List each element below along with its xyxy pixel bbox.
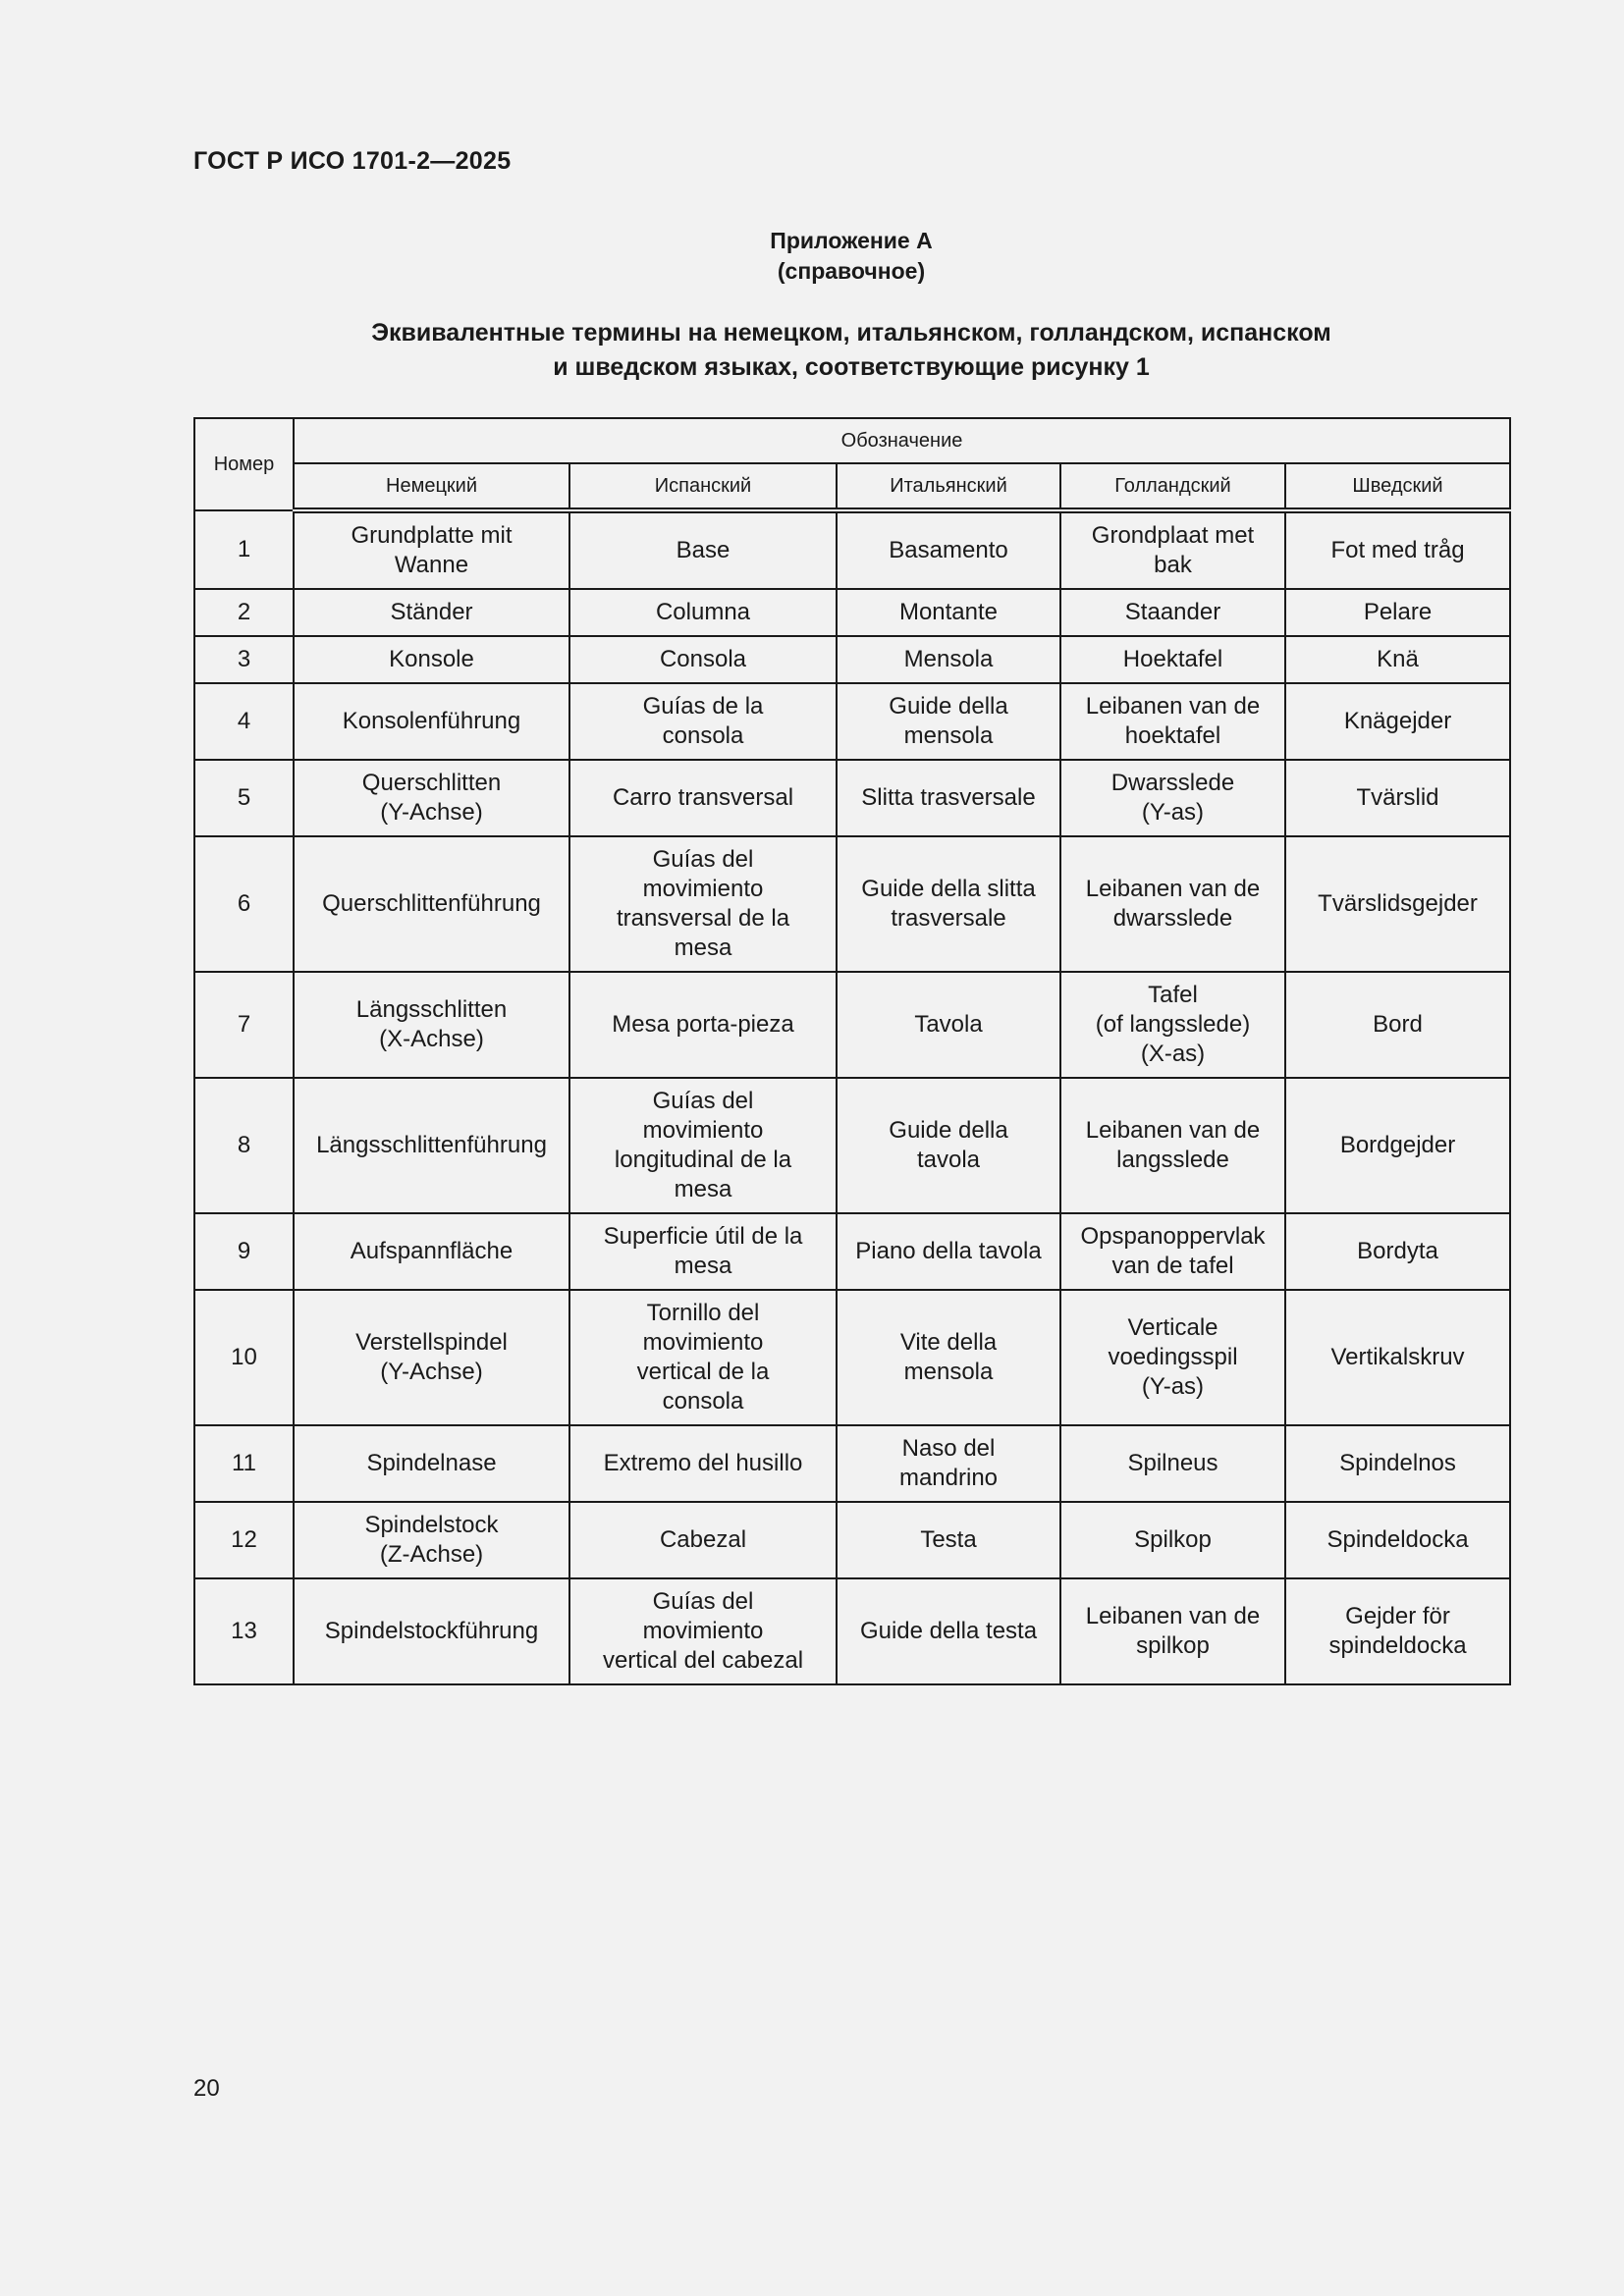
cell-dutch: Staander	[1060, 589, 1285, 636]
cell-german: Querschlitten (Y-Achse)	[294, 760, 569, 836]
cell-dutch: Tafel (of langsslede) (X-as)	[1060, 972, 1285, 1078]
cell-swedish: Knä	[1285, 636, 1510, 683]
table-row	[194, 1290, 1510, 1425]
cell-number: 8	[194, 1078, 294, 1213]
column-header-dutch: Голландский	[1060, 463, 1285, 510]
column-header-italian: Итальянский	[837, 463, 1060, 510]
cell-spanish: Superficie útil de la mesa	[569, 1213, 837, 1290]
cell-italian: Basamento	[837, 510, 1060, 589]
cell-german: Spindelstock (Z-Achse)	[294, 1502, 569, 1578]
cell-swedish: Bordyta	[1285, 1213, 1510, 1290]
cell-spanish: Carro transversal	[569, 760, 837, 836]
table-title-line-2: и шведском языках, соответствующие рисунку 1	[553, 353, 1150, 381]
cell-italian: Guide della tavola	[837, 1078, 1060, 1213]
cell-german: Konsole	[294, 636, 569, 683]
cell-swedish: Vertikalskruv	[1285, 1290, 1510, 1425]
cell-dutch: Dwarsslede (Y-as)	[1060, 760, 1285, 836]
cell-swedish: Knägejder	[1285, 683, 1510, 760]
cell-number: 1	[194, 510, 294, 589]
cell-number: 13	[194, 1578, 294, 1684]
cell-dutch: Spilkop	[1060, 1502, 1285, 1578]
cell-swedish: Tvärslid	[1285, 760, 1510, 836]
cell-swedish: Spindeldocka	[1285, 1502, 1510, 1578]
appendix-heading	[0, 226, 1624, 287]
cell-number: 7	[194, 972, 294, 1078]
cell-italian: Naso del mandrino	[837, 1425, 1060, 1502]
cell-dutch: Leibanen van de dwarsslede	[1060, 836, 1285, 972]
cell-number: 9	[194, 1213, 294, 1290]
cell-italian: Mensola	[837, 636, 1060, 683]
cell-italian: Guide della mensola	[837, 683, 1060, 760]
cell-spanish: Consola	[569, 636, 837, 683]
cell-dutch: Grondplaat met bak	[1060, 510, 1285, 589]
cell-german: Verstellspindel (Y-Achse)	[294, 1290, 569, 1425]
table-row	[194, 1425, 1510, 1502]
cell-dutch: Verticale voedingsspil (Y-as)	[1060, 1290, 1285, 1425]
terms-table	[193, 417, 1511, 1685]
table-row	[194, 1502, 1510, 1578]
cell-german: Aufspannfläche	[294, 1213, 569, 1290]
cell-number: 6	[194, 836, 294, 972]
table-row	[194, 836, 1510, 972]
table-row	[194, 972, 1510, 1078]
cell-number: 3	[194, 636, 294, 683]
cell-italian: Testa	[837, 1502, 1060, 1578]
cell-german: Längsschlittenführung	[294, 1078, 569, 1213]
document-header: ГОСТ Р ИСО 1701-2—2025	[193, 147, 512, 175]
cell-german: Querschlittenführung	[294, 836, 569, 972]
appendix-type: (справочное)	[777, 258, 926, 284]
table-title-line-1: Эквивалентные термины на немецком, итальянском, голландском, испанском	[371, 319, 1331, 347]
cell-italian: Tavola	[837, 972, 1060, 1078]
column-header-spanish: Испанский	[569, 463, 837, 510]
table-row	[194, 510, 1510, 589]
table-row	[194, 1578, 1510, 1684]
cell-spanish: Columna	[569, 589, 837, 636]
table-title	[0, 316, 1624, 385]
cell-number: 11	[194, 1425, 294, 1502]
page-number: 20	[193, 2075, 220, 2102]
cell-spanish: Guías de la consola	[569, 683, 837, 760]
cell-italian: Vite della mensola	[837, 1290, 1060, 1425]
column-header-swedish: Шведский	[1285, 463, 1510, 510]
cell-swedish: Pelare	[1285, 589, 1510, 636]
cell-swedish: Bordgejder	[1285, 1078, 1510, 1213]
cell-italian: Slitta trasversale	[837, 760, 1060, 836]
cell-dutch: Leibanen van de hoektafel	[1060, 683, 1285, 760]
cell-spanish: Extremo del husillo	[569, 1425, 837, 1502]
cell-italian: Guide della testa	[837, 1578, 1060, 1684]
cell-italian: Piano della tavola	[837, 1213, 1060, 1290]
cell-italian: Montante	[837, 589, 1060, 636]
table-row	[194, 1213, 1510, 1290]
table-row	[194, 1078, 1510, 1213]
cell-german: Spindelnase	[294, 1425, 569, 1502]
cell-dutch: Leibanen van de spilkop	[1060, 1578, 1285, 1684]
cell-number: 12	[194, 1502, 294, 1578]
cell-swedish: Gejder för spindeldocka	[1285, 1578, 1510, 1684]
cell-swedish: Bord	[1285, 972, 1510, 1078]
cell-italian: Guide della slitta trasversale	[837, 836, 1060, 972]
table-row	[194, 589, 1510, 636]
cell-german: Ständer	[294, 589, 569, 636]
cell-number: 4	[194, 683, 294, 760]
cell-dutch: Opspanoppervlak van de tafel	[1060, 1213, 1285, 1290]
cell-dutch: Hoektafel	[1060, 636, 1285, 683]
cell-spanish: Tornillo del movimiento vertical de la consola	[569, 1290, 837, 1425]
column-header-german: Немецкий	[294, 463, 569, 510]
cell-dutch: Leibanen van de langsslede	[1060, 1078, 1285, 1213]
cell-spanish: Guías del movimiento transversal de la mesa	[569, 836, 837, 972]
cell-dutch: Spilneus	[1060, 1425, 1285, 1502]
cell-spanish: Cabezal	[569, 1502, 837, 1578]
cell-german: Spindelstockführung	[294, 1578, 569, 1684]
column-header-designation: Обозначение	[294, 418, 1510, 463]
table-row	[194, 636, 1510, 683]
cell-spanish: Mesa porta-pieza	[569, 972, 837, 1078]
cell-number: 5	[194, 760, 294, 836]
cell-german: Grundplatte mit Wanne	[294, 510, 569, 589]
column-header-number: Номер	[194, 418, 294, 510]
cell-spanish: Base	[569, 510, 837, 589]
appendix-label: Приложение А	[770, 228, 933, 253]
cell-spanish: Guías del movimiento longitudinal de la mesa	[569, 1078, 837, 1213]
table-row	[194, 760, 1510, 836]
cell-swedish: Spindelnos	[1285, 1425, 1510, 1502]
cell-swedish: Fot med tråg	[1285, 510, 1510, 589]
cell-spanish: Guías del movimiento vertical del cabezal	[569, 1578, 837, 1684]
cell-number: 2	[194, 589, 294, 636]
cell-german: Konsolenführung	[294, 683, 569, 760]
cell-number: 10	[194, 1290, 294, 1425]
table-row	[194, 683, 1510, 760]
cell-german: Längsschlitten (X-Achse)	[294, 972, 569, 1078]
cell-swedish: Tvärslidsgejder	[1285, 836, 1510, 972]
